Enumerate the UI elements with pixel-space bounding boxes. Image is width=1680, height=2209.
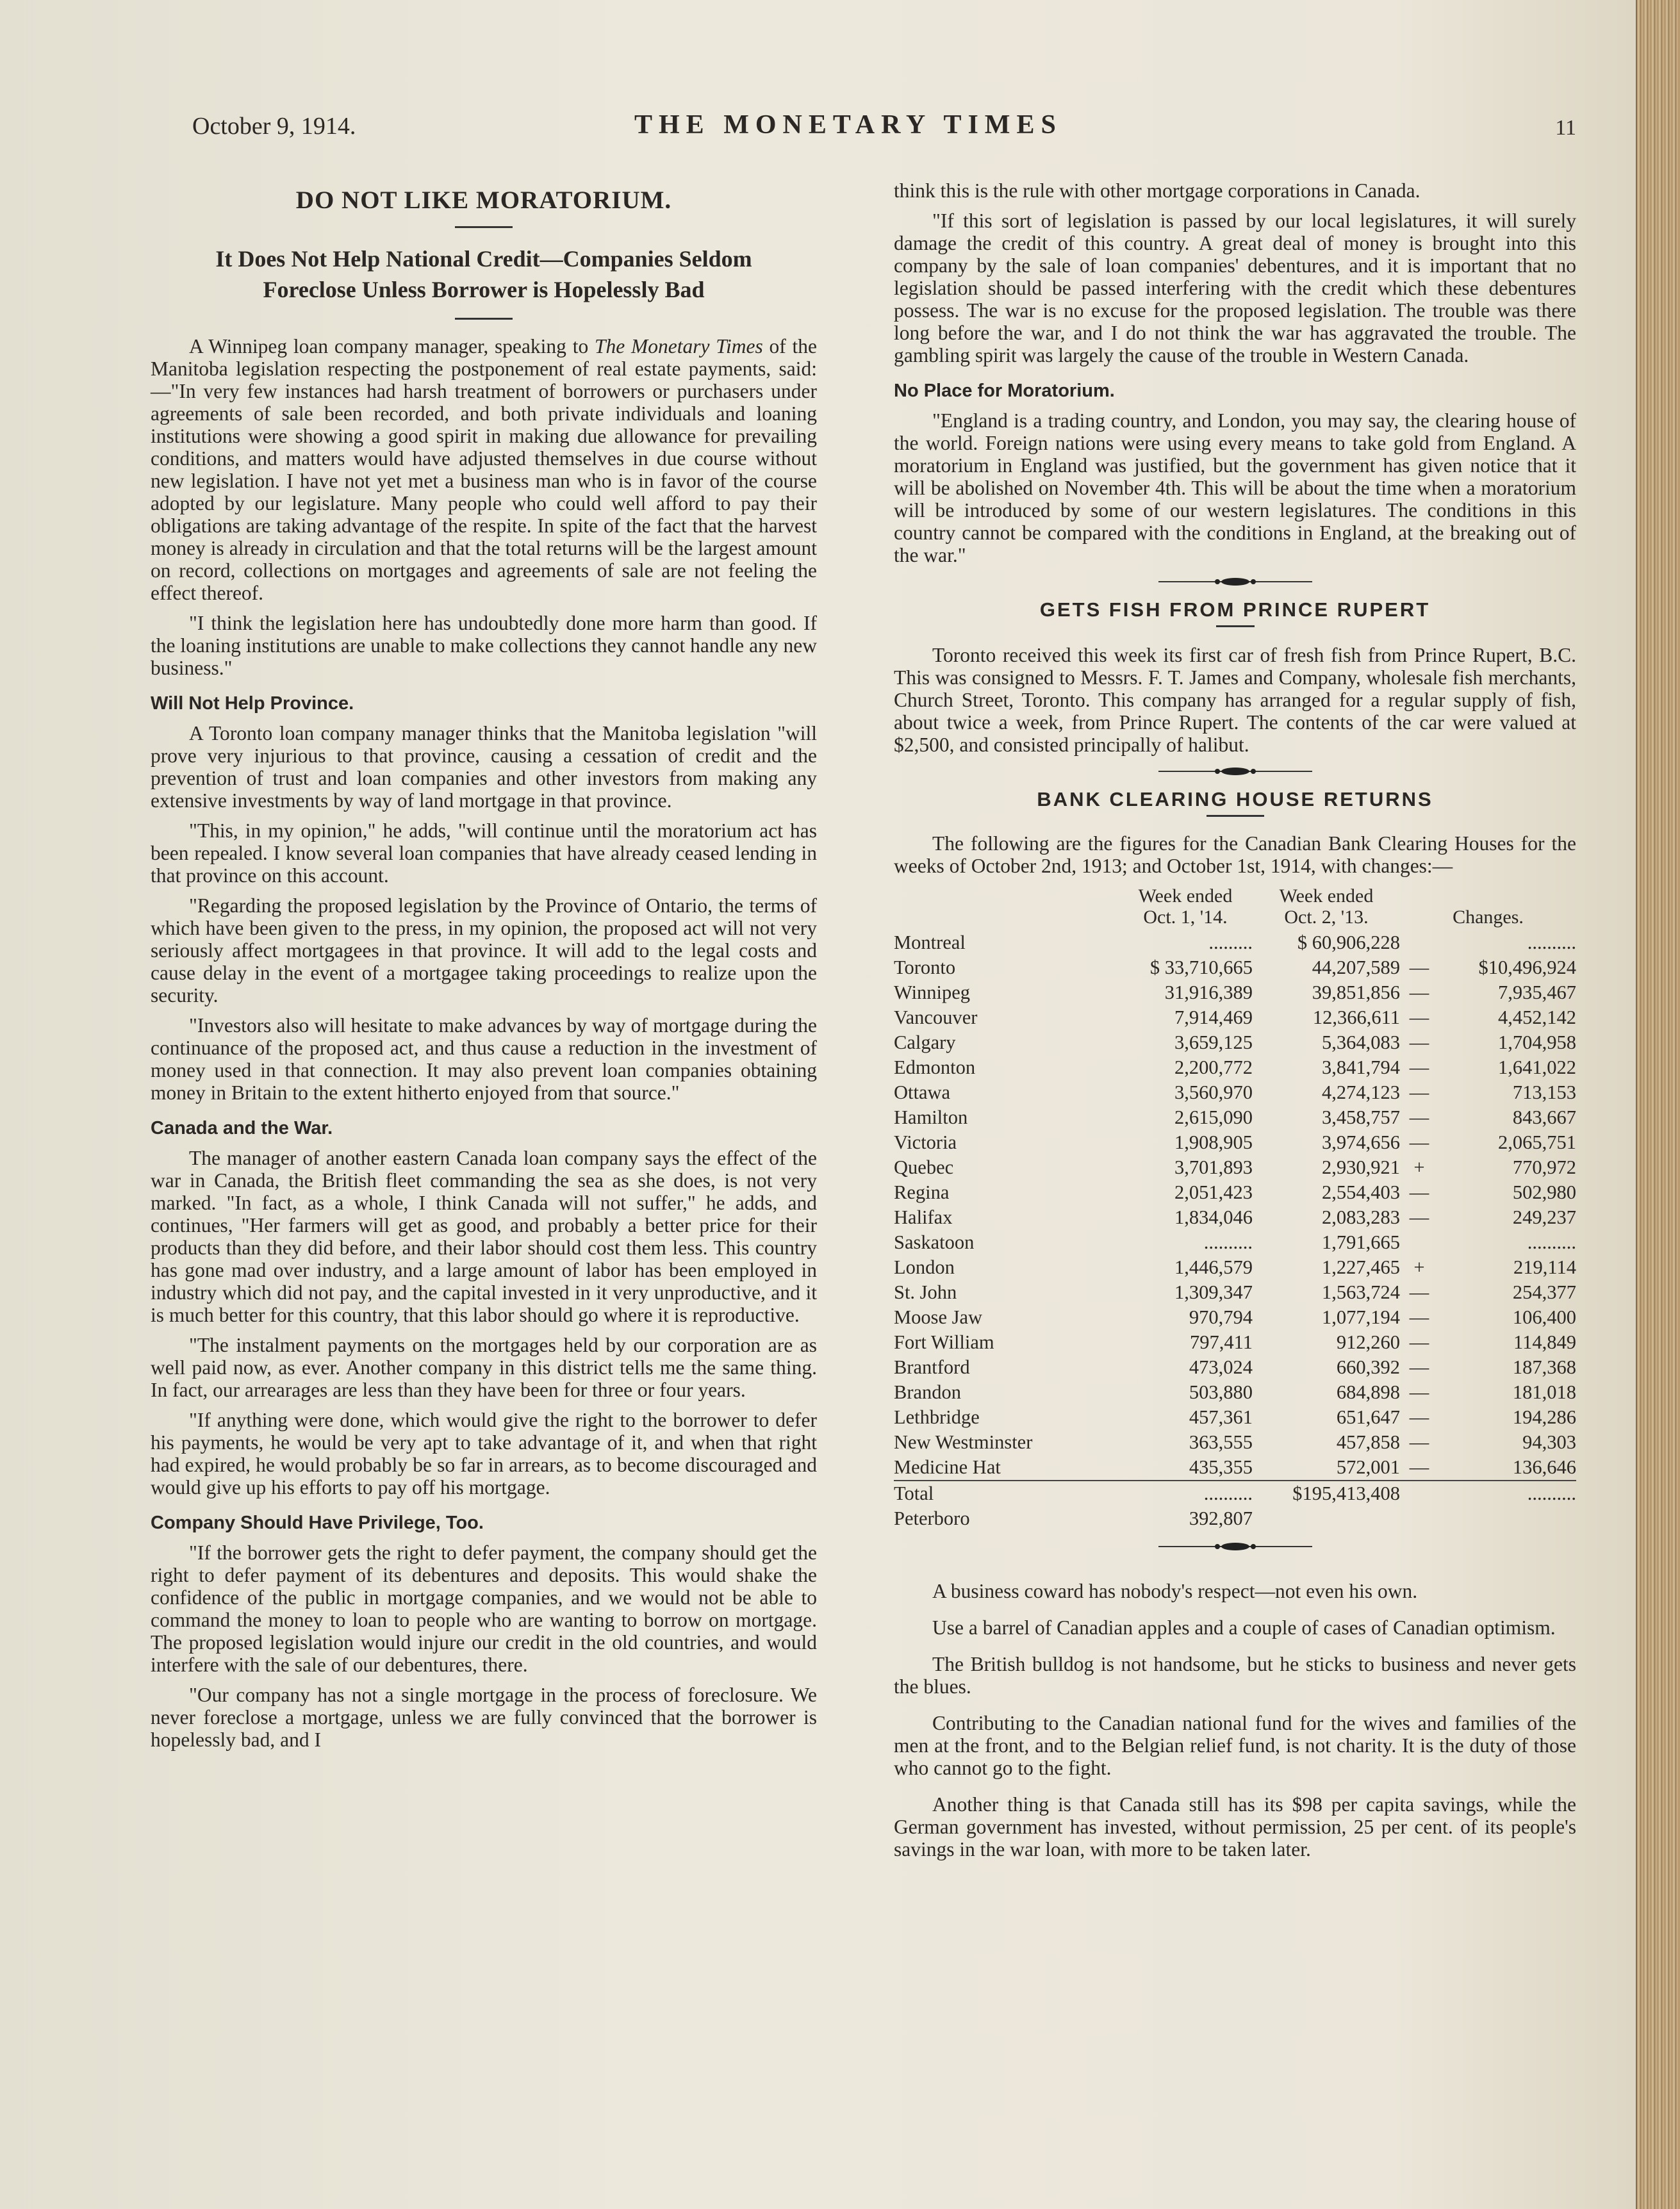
ornament-divider (894, 765, 1576, 779)
row-city: Calgary (894, 1031, 956, 1053)
row-sign: — (1409, 1431, 1429, 1453)
col-header-changes: Changes. (1453, 907, 1524, 928)
row-change: 713,153 (1512, 1081, 1576, 1103)
filler-paragraph: Contributing to the Canadian national fund for the wives and families of the men at the front, and to the Belgian relief fund, is not charity. It is the duty of those who cannot go to the fight. (894, 1712, 1576, 1779)
table-row (894, 1080, 1576, 1105)
paragraph: "This, in my opinion," he adds, "will continue until the moratorium act has been repealed. I know several loan companies that have already ceased lending in that province on this account. (151, 819, 817, 887)
row-city: Hamilton (894, 1106, 968, 1128)
row-sign (1400, 1506, 1438, 1531)
row-1914: 1,446,579 (1174, 1256, 1253, 1278)
paragraph: "I think the legislation here has undoubtedly done more harm than good. If the loaning institutions are unable to make collections they cannot handle any new business." (151, 612, 817, 679)
row-city: Fort William (894, 1331, 994, 1353)
article-subtitle-moratorium: It Does Not Help National Credit—Companies Seldom Foreclose Unless Borrower is Hopelessly Bad (215, 246, 752, 302)
row-sign: — (1409, 1181, 1429, 1203)
article-title-clearing: BANK CLEARING HOUSE RETURNS (1037, 788, 1433, 810)
table-row (894, 1180, 1576, 1205)
row-change: 249,237 (1512, 1206, 1576, 1228)
row-city: Toronto (894, 957, 956, 978)
row-1913: 1,791,665 (1322, 1231, 1400, 1253)
row-1913: 457,858 (1336, 1431, 1400, 1453)
row-1914: 473,024 (1189, 1356, 1253, 1378)
row-change: 2,065,751 (1498, 1131, 1576, 1153)
paragraph: "England is a trading country, and London, you may say, the clearing house of the world. Foreign nations were using every means to take gold from England. A moratorium in England was justified, but the government has given notice that it will be abolished on November 4th. This will be about the time when a moratorium will be introduced by some of our western legislatures. The conditions in this country cannot be compared with the conditions in England, at the breaking out of the war." (894, 409, 1576, 566)
row-1913: 2,083,283 (1322, 1206, 1400, 1228)
row-1914: 1,834,046 (1174, 1206, 1253, 1228)
row-1913: 572,001 (1336, 1456, 1400, 1478)
row-change: 7,935,467 (1498, 981, 1576, 1003)
paragraph: The manager of another eastern Canada loan company says the effect of the war in Canada, the British fleet commanding the sea as she does, is not very marked. "In fact, as a whole, I think Canada will not suffer," he adds, and continues, "Her farmers will get as good, and probably a better price for their products than they did before, and their labor should cost them less. This country has gone mad over industry, and a large amount of labor has been employed in industry which did not pay, and the capital invested in it very unproductive, and it is much better for this country, that this labor should go where it is reproductive. (151, 1147, 817, 1326)
row-1914: 363,555 (1189, 1431, 1253, 1453)
table-row (894, 1430, 1576, 1455)
row-1914: .......... (1203, 1231, 1253, 1253)
book-binding-edge (1636, 0, 1680, 2209)
row-1913: 2,554,403 (1322, 1181, 1400, 1203)
filler-paragraph: Use a barrel of Canadian apples and a couple of cases of Canadian optimism. (932, 1616, 1556, 1639)
subhead-no-place-for-moratorium: No Place for Moratorium. (894, 381, 1115, 401)
row-change: 181,018 (1512, 1381, 1576, 1403)
row-1913: 1,077,194 (1322, 1306, 1400, 1328)
table-row (894, 1255, 1576, 1280)
subhead-will-not-help-province: Will Not Help Province. (151, 693, 354, 714)
row-1913: 660,392 (1336, 1356, 1400, 1378)
row-1913: 651,647 (1336, 1406, 1400, 1428)
row-1914: 970,794 (1189, 1306, 1253, 1328)
row-1914: 3,560,970 (1174, 1081, 1253, 1103)
table-row (894, 1230, 1576, 1255)
row-1913: 4,274,123 (1322, 1081, 1400, 1103)
row-sign: — (1409, 1056, 1429, 1078)
paragraph: "If anything were done, which would give the right to the borrower to defer his payments, he would be very apt to take advantage of it, and when that right had expired, he would probably be so far in arrears, as to become discouraged and would give up his efforts to pay off his mortgage. (151, 1409, 817, 1499)
row-1913: $195,413,408 (1253, 1481, 1400, 1506)
row-city: Brandon (894, 1381, 962, 1403)
row-1913 (1253, 1506, 1400, 1531)
row-sign: — (1409, 1406, 1429, 1428)
paragraph: A Winnipeg loan company manager, speaking to The Monetary Times of the Manitoba legislation respecting the postponement of real estate payments, said:—"In very few instances had harsh treatment of borrowers or purchasers under agreements of sale been recorded, and both private individuals and loaning institutions were showing a good spirit in making due allowance for prevailing conditions, and matters would have adjusted themselves in due course without new legislation. I have not yet met a business man who is in favor of the course adopted by our legislature. Many people who could well afford to pay their obligations are taking advantage of the respite. In spite of the fact that the harvest money is already in circulation and that the total returns will be the largest amount on record, collections on mortgages and agreements of sale are not feeling the effect thereof. (151, 335, 817, 604)
col-header-city (894, 885, 1118, 930)
row-city: London (894, 1256, 955, 1278)
row-1913: 1,563,724 (1322, 1281, 1400, 1303)
clearing-table-block (894, 885, 1576, 1531)
table-row (894, 1355, 1576, 1380)
table-row (894, 1205, 1576, 1230)
row-1913: 5,364,083 (1322, 1031, 1400, 1053)
paragraph: The following are the figures for the Canadian Bank Clearing Houses for the weeks of October 2nd, 1913; and October 1st, 1914, with changes:— (894, 832, 1576, 877)
table-row (894, 1055, 1576, 1080)
row-1913: 684,898 (1336, 1381, 1400, 1403)
row-change: 219,114 (1513, 1256, 1576, 1278)
row-sign: + (1413, 1156, 1425, 1178)
paragraph: A Toronto loan company manager thinks that the Manitoba legislation "will prove very injurious to that province, causing a cessation of credit and the prevention of trust and loan companies and other investors from making any extensive investments by way of land mortgage in that province. (151, 722, 817, 812)
table-row (894, 930, 1576, 955)
paragraph: think this is the rule with other mortgage corporations in Canada. (894, 179, 1421, 202)
row-1914: 3,701,893 (1174, 1156, 1253, 1178)
row-city: Total (894, 1481, 1118, 1506)
row-city: Edmonton (894, 1056, 976, 1078)
row-1913: 1,227,465 (1322, 1256, 1400, 1278)
row-1914: 503,880 (1189, 1381, 1253, 1403)
row-city: Victoria (894, 1131, 957, 1153)
table-row (894, 1130, 1576, 1155)
paragraph: "Our company has not a single mortgage in the process of foreclosure. We never foreclose a mortgage, unless we are fully convinced that the borrower is hopelessly bad, and I (151, 1684, 817, 1751)
row-change: 254,377 (1512, 1281, 1576, 1303)
row-city: Peterboro (894, 1507, 970, 1529)
row-1914: 3,659,125 (1174, 1031, 1253, 1053)
row-city: New Westminster (894, 1431, 1033, 1453)
row-sign: — (1409, 1006, 1429, 1028)
row-city: Regina (894, 1181, 950, 1203)
table-row (894, 1105, 1576, 1130)
row-1914: 392,807 (1189, 1507, 1253, 1529)
row-1914: 31,916,389 (1164, 981, 1253, 1003)
row-change: 114,849 (1513, 1331, 1576, 1353)
row-1914: 1,309,347 (1174, 1281, 1253, 1303)
row-change: .......... (1527, 1231, 1576, 1253)
col-header-1913: Week ended Oct. 2, '13. (1279, 885, 1374, 928)
row-1914: 2,200,772 (1174, 1056, 1253, 1078)
row-change: .......... (1438, 1481, 1576, 1506)
filler-paragraph: The British bulldog is not handsome, but he sticks to business and never gets the blues. (894, 1653, 1576, 1698)
page-header (192, 112, 1576, 151)
row-sign: — (1409, 1031, 1429, 1053)
ornament-divider (894, 1540, 1576, 1554)
row-city: Montreal (894, 932, 966, 953)
row-city: Moose Jaw (894, 1306, 983, 1328)
row-city: Quebec (894, 1156, 954, 1178)
table-row (894, 1506, 1576, 1531)
row-1914: 2,051,423 (1174, 1181, 1253, 1203)
row-sign: — (1409, 1331, 1429, 1353)
row-change: 770,972 (1512, 1156, 1576, 1178)
row-1914: $ 33,710,665 (1149, 957, 1253, 978)
row-city: Halifax (894, 1206, 953, 1228)
row-sign: — (1409, 1456, 1429, 1478)
row-1913: 12,366,611 (1312, 1006, 1400, 1028)
row-sign (1400, 1481, 1438, 1506)
row-change: 187,368 (1512, 1356, 1576, 1378)
row-sign: — (1409, 981, 1429, 1003)
row-1914: 797,411 (1190, 1331, 1253, 1353)
paragraph: "The instalment payments on the mortgages held by our corporation are as well paid now, as ever. Another company in this district tells me the same thing. In fact, our arrearages are less than they have been for three or four years. (151, 1334, 817, 1401)
row-change: 194,286 (1512, 1406, 1576, 1428)
row-sign: — (1409, 1106, 1429, 1128)
row-sign: — (1409, 1281, 1429, 1303)
row-change: 106,400 (1512, 1306, 1576, 1328)
left-column (151, 179, 817, 1759)
issue-date: October 9, 1914. (192, 113, 356, 140)
row-change: 136,646 (1512, 1456, 1576, 1478)
filler-paragraph: Another thing is that Canada still has its $98 per capita savings, while the German government has invested, without permission, 25 per cent. of its people's savings in the war loan, with more to be taken later. (894, 1793, 1576, 1860)
table-row (894, 1305, 1576, 1330)
table-row (894, 1005, 1576, 1030)
table-row (894, 1030, 1576, 1055)
row-1913: 3,841,794 (1322, 1056, 1400, 1078)
row-sign: — (1409, 1306, 1429, 1328)
row-change: 4,452,142 (1498, 1006, 1576, 1028)
row-1913: 912,260 (1336, 1331, 1400, 1353)
row-1913: 3,458,757 (1322, 1106, 1400, 1128)
page-number: 11 (1555, 116, 1576, 140)
right-column (894, 179, 1576, 1868)
article-title-moratorium: DO NOT LIKE MORATORIUM. (295, 186, 672, 214)
publication-name: The Monetary Times (594, 335, 763, 357)
article-title-fish: GETS FISH FROM PRINCE RUPERT (1039, 598, 1431, 621)
title-rule (1206, 815, 1264, 817)
subtitle-rule (455, 318, 513, 320)
row-1913: $ 60,906,228 (1297, 932, 1400, 953)
paragraph: "Investors also will hesitate to make advances by way of mortgage during the continuance of the proposed act, and thus cause a reduction in the investment of money used in that connection. It may also prevent loan companies obtaining money in Britain to the extent hitherto enjoyed from that source." (151, 1014, 817, 1104)
title-rule (455, 226, 513, 228)
row-sign: — (1409, 1131, 1429, 1153)
row-city: Winnipeg (894, 981, 971, 1003)
row-1913: 39,851,856 (1312, 981, 1400, 1003)
masthead-title: THE MONETARY TIMES (634, 110, 1062, 140)
table-row (894, 1155, 1576, 1180)
row-1914: 1,908,905 (1174, 1131, 1253, 1153)
row-city: Brantford (894, 1356, 970, 1378)
row-city: Ottawa (894, 1081, 951, 1103)
filler-paragraph: A business coward has nobody's respect—not even his own. (932, 1580, 1418, 1602)
row-city: Vancouver (894, 1006, 978, 1028)
row-sign: — (1409, 1081, 1429, 1103)
row-change: .......... (1527, 932, 1576, 953)
row-city: St. John (894, 1281, 957, 1303)
table-row (894, 1280, 1576, 1305)
paragraph: "Regarding the proposed legislation by the Province of Ontario, the terms of which have been given to the press, in my opinion, the proposed act will not very seriously affect mortgagees in that province. It will add to the legal costs and cause delay in the event of a mortgagee taking proceedings to realize upon the security. (151, 894, 817, 1006)
row-sign: — (1409, 1356, 1429, 1378)
paragraph: Toronto received this week its first car of fresh fish from Prince Rupert, B.C. This was consigned to Messrs. F. T. James and Company, wholesale fish merchants, Church Street, Toronto. This company has arranged for a regular supply of fish, about twice a week, from Prince Rupert. The contents of the car were valued at $2,500, and consisted principally of halibut. (894, 644, 1576, 756)
paragraph: "If this sort of legislation is passed by our local legislatures, it will surely damage the credit of this country. A great deal of money is brought into this company by the sale of loan companies' debentures, and it is important that no legislation should be passed interfering with the credit which these debentures possess. The war is no excuse for the proposed legislation. The trouble was there long before the war, and I do not think the war has aggravated the trouble. The gambling spirit was largely the cause of the trouble in Western Canada. (894, 209, 1576, 366)
row-1914: 2,615,090 (1174, 1106, 1253, 1128)
row-sign: — (1409, 1381, 1429, 1403)
row-1913: 44,207,589 (1312, 957, 1400, 978)
clearing-house-table (894, 885, 1576, 1531)
row-change (1438, 1506, 1576, 1531)
table-row (894, 1380, 1576, 1405)
table-row (894, 1481, 1576, 1506)
row-1914: 457,361 (1189, 1406, 1253, 1428)
row-change: 1,641,022 (1498, 1056, 1576, 1078)
col-header-1914: Week ended Oct. 1, '14. (1138, 885, 1233, 928)
row-city: Saskatoon (894, 1231, 975, 1253)
row-change: 1,704,958 (1498, 1031, 1576, 1053)
row-1913: 3,974,656 (1322, 1131, 1400, 1153)
ornament-divider (894, 575, 1576, 589)
row-change: $10,496,924 (1478, 957, 1576, 978)
row-1913: 2,930,921 (1322, 1156, 1400, 1178)
row-city: Lethbridge (894, 1406, 980, 1428)
title-rule (1216, 625, 1255, 627)
row-1914: 435,355 (1189, 1456, 1253, 1478)
row-1914: ......... (1208, 932, 1253, 953)
table-row (894, 1330, 1576, 1355)
table-row (894, 955, 1576, 980)
table-row (894, 1405, 1576, 1430)
table-row (894, 980, 1576, 1005)
table-row (894, 1455, 1576, 1481)
row-sign: — (1409, 1206, 1429, 1228)
row-city: Medicine Hat (894, 1456, 1001, 1478)
paragraph: "If the borrower gets the right to defer payment, the company should get the right to defer payment of its debentures and deposits. This would shake the confidence of the public in mortgage companies, and we would not be able to command the money to loan to people who are wanting to borrow on mortgage. The proposed legislation would injure our credit in the old countries, and would interfere with the sale of our debentures, there. (151, 1541, 817, 1676)
row-change: 502,980 (1512, 1181, 1576, 1203)
subhead-canada-and-the-war: Canada and the War. (151, 1118, 333, 1138)
row-sign (1400, 930, 1438, 955)
subhead-company-privilege: Company Should Have Privilege, Too. (151, 1513, 484, 1533)
row-change: 94,303 (1522, 1431, 1576, 1453)
row-sign (1400, 1230, 1438, 1255)
row-1914: .......... (1118, 1481, 1253, 1506)
row-sign: — (1409, 957, 1429, 978)
row-sign: + (1413, 1256, 1425, 1278)
row-change: 843,667 (1512, 1106, 1576, 1128)
row-1914: 7,914,469 (1174, 1006, 1253, 1028)
